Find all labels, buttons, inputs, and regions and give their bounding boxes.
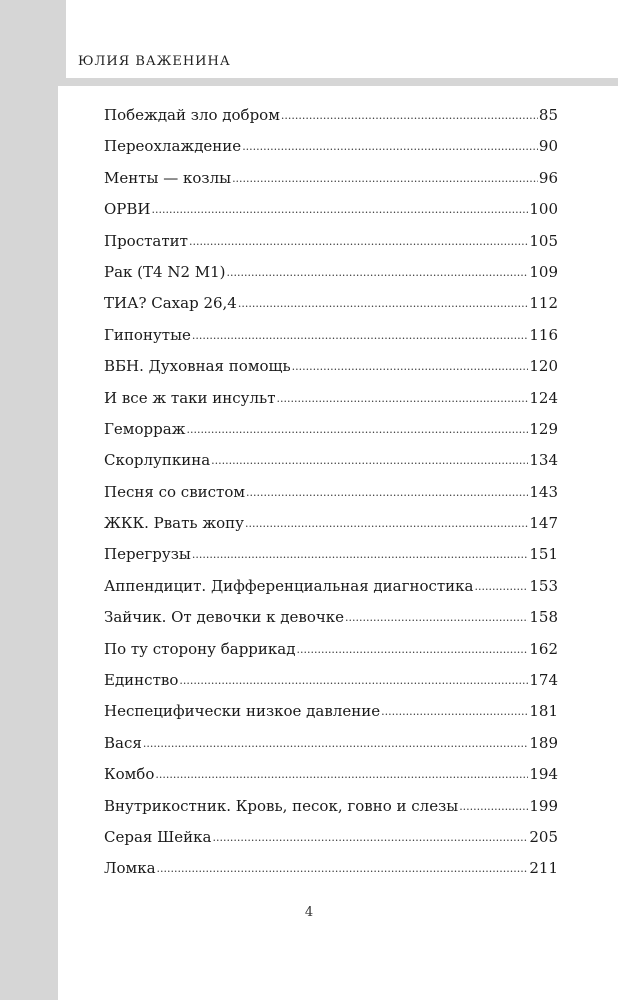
toc-entry-page: 85 — [538, 106, 558, 124]
toc-entry — [104, 445, 558, 476]
toc-entry-page: 105 — [529, 231, 558, 250]
toc-entry-page: 189 — [529, 733, 558, 752]
toc-dot-leader — [212, 821, 528, 853]
toc-entry-title: Песня со свистом — [104, 482, 246, 501]
toc-entry — [104, 257, 558, 288]
toc-dot-leader — [152, 193, 529, 225]
toc-dot-leader — [292, 350, 529, 382]
toc-entry-title: Переохлаждение — [104, 137, 242, 156]
toc-entry — [104, 194, 558, 225]
toc-entry-title: ВБН. Духовная помощь — [104, 357, 291, 376]
toc-entry-title: Перегрузы — [104, 545, 191, 564]
toc-entry-page: 124 — [529, 388, 558, 407]
toc-entry-page: 120 — [529, 357, 558, 376]
toc-entry — [104, 696, 558, 727]
toc-entry — [104, 414, 558, 445]
toc-dot-leader — [381, 695, 528, 727]
toc-entry-page: 151 — [529, 545, 558, 564]
toc-dot-leader — [296, 633, 528, 665]
toc-entry — [104, 822, 558, 853]
toc-entry-page: 153 — [529, 576, 558, 595]
toc-entry — [104, 288, 558, 319]
toc-dot-leader — [211, 444, 528, 476]
toc-entry-title: Зайчик. От девочки к девочке — [104, 608, 345, 627]
toc-dot-leader — [238, 287, 529, 319]
toc-dot-leader — [179, 664, 528, 696]
toc-entry — [104, 853, 558, 884]
toc-entry-title: Аппендицит. Дифференциальная диагностика — [104, 576, 474, 595]
toc-entry — [104, 539, 558, 570]
toc-dot-leader — [277, 382, 529, 414]
toc-entry-title: Вася — [104, 733, 142, 752]
toc-entry-page: 162 — [529, 639, 558, 658]
toc-entry-page: 174 — [529, 671, 558, 690]
toc-entry-title: Побеждай зло добром — [104, 106, 280, 124]
toc-entry-page: 194 — [529, 765, 558, 784]
toc-entry-title: Гипонутые — [104, 325, 191, 344]
toc-entry — [104, 477, 558, 508]
toc-entry — [104, 634, 558, 665]
toc-dot-leader — [192, 319, 528, 351]
toc-entry-page: 100 — [529, 200, 558, 219]
toc-entry-page: 109 — [529, 262, 558, 281]
toc-entry-page: 134 — [529, 451, 558, 470]
toc-entry — [104, 571, 558, 602]
toc-entry — [104, 131, 558, 162]
toc-dot-leader — [245, 507, 528, 539]
toc-entry-title: Менты — козлы — [104, 168, 232, 187]
toc-entry — [104, 226, 558, 257]
toc-dot-leader — [475, 570, 529, 602]
toc-entry — [104, 508, 558, 539]
toc-entry — [104, 728, 558, 759]
left-margin-band — [0, 0, 58, 1000]
toc-dot-leader — [186, 413, 528, 445]
toc-dot-leader — [143, 727, 529, 759]
toc-entry-title: Внутрикостник. Кровь, песок, говно и слезы — [104, 796, 459, 815]
toc-dot-leader — [157, 852, 529, 884]
toc-entry-title: ТИА? Сахар 26,4 — [104, 294, 237, 313]
toc-entry — [104, 665, 558, 696]
toc-entry-page: 90 — [538, 137, 558, 156]
running-header-author: ЮЛИЯ ВАЖЕНИНА — [78, 54, 231, 69]
toc-entry — [104, 320, 558, 351]
page-number: 4 — [304, 905, 314, 920]
toc-dot-leader — [232, 162, 538, 194]
toc-entry-page: 129 — [529, 419, 558, 438]
toc-dot-leader — [345, 601, 528, 633]
toc-dot-leader — [246, 476, 528, 508]
toc-entry-title: Скорлупкина — [104, 451, 211, 470]
toc-entry-page: 199 — [529, 796, 558, 815]
toc-entry-page: 158 — [529, 608, 558, 627]
toc-dot-leader — [227, 256, 529, 288]
toc-entry-title: ОРВИ — [104, 200, 151, 219]
toc-entry-title: Геморраж — [104, 419, 186, 438]
toc-entry-title: Ломка — [104, 859, 156, 878]
table-of-contents — [104, 100, 558, 885]
toc-entry — [104, 791, 558, 822]
toc-entry-title: По ту сторону баррикад — [104, 639, 296, 658]
toc-entry — [104, 383, 558, 414]
toc-entry-title: Серая Шейка — [104, 827, 212, 846]
toc-dot-leader — [192, 538, 529, 570]
toc-dot-leader — [189, 225, 528, 257]
toc-entry-page: 143 — [529, 482, 558, 501]
toc-entry-page: 205 — [529, 827, 558, 846]
toc-entry-page: 147 — [529, 514, 558, 533]
toc-entry-page: 116 — [529, 325, 558, 344]
toc-entry — [104, 163, 558, 194]
toc-entry-title: Единство — [104, 671, 179, 690]
toc-entry — [104, 759, 558, 790]
toc-dot-leader — [242, 130, 538, 162]
toc-entry-page: 96 — [538, 168, 558, 187]
toc-entry-page: 112 — [529, 294, 558, 313]
toc-entry-title: И все ж таки инсульт — [104, 388, 276, 407]
toc-entry — [104, 100, 558, 131]
toc-entry — [104, 351, 558, 382]
toc-dot-leader — [459, 790, 528, 822]
toc-dot-leader — [281, 99, 538, 131]
toc-entry-title: ЖКК. Рвать жопу — [104, 514, 244, 533]
toc-entry-title: Простатит — [104, 231, 188, 250]
toc-dot-leader — [155, 758, 528, 790]
toc-entry-title: Комбо — [104, 765, 155, 784]
toc-entry-page: 211 — [529, 859, 558, 878]
toc-entry — [104, 602, 558, 633]
toc-entry-page: 181 — [529, 702, 558, 721]
toc-entry-title: Неспецифически низкое давление — [104, 702, 381, 721]
toc-entry-title: Рак (T4 N2 M1) — [104, 262, 226, 281]
